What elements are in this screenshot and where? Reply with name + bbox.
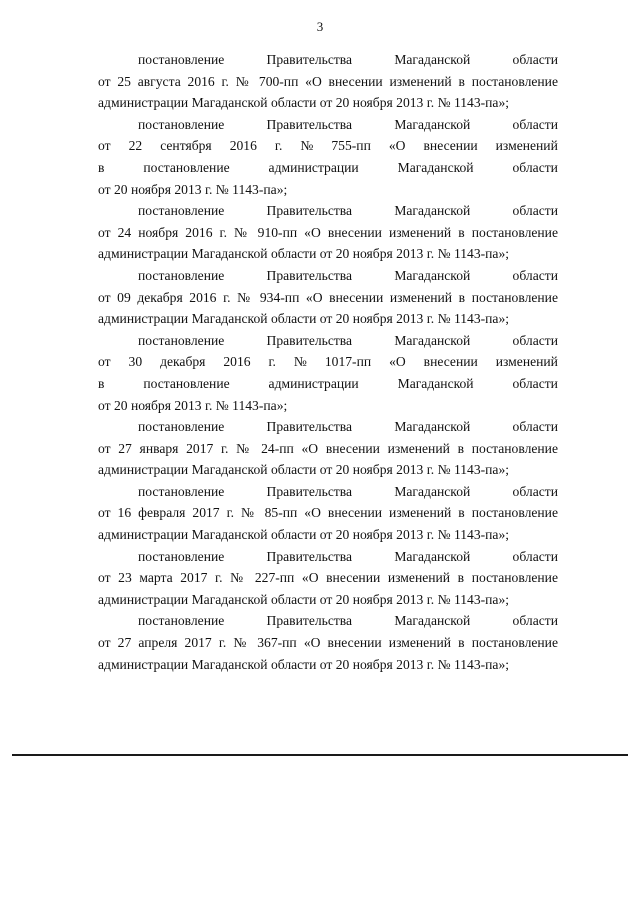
text-segment: Правительства [266, 203, 353, 219]
text-segment: Правительства [266, 52, 353, 67]
text-segment: Магаданской [394, 267, 471, 283]
text-line [98, 71, 558, 93]
text-segment: области [512, 613, 558, 629]
text-segment: Магаданской [394, 116, 471, 132]
text-segment: «О [388, 138, 406, 154]
text-segment: в [98, 159, 105, 175]
text-line [98, 416, 558, 438]
text-segment: постановление [138, 332, 225, 348]
list-item [98, 546, 558, 611]
text-segment: 2016 [229, 138, 257, 154]
list-item [98, 610, 558, 675]
text-segment: постановление [138, 613, 225, 629]
list-item [98, 49, 558, 114]
text-segment: Магаданской [397, 375, 474, 391]
text-segment: Правительства [266, 267, 353, 283]
text-line [98, 654, 558, 676]
list-item [98, 330, 558, 416]
text-segment: от 20 ноября 2013 г. № 1143-па»; [98, 181, 288, 197]
text-segment: Правительства [266, 483, 353, 499]
text-segment: от 27 января 2017 г. № 24-пп «О внесении изменений в постановление [98, 440, 558, 456]
text-segment: изменений [495, 354, 558, 370]
text-segment: Магаданской [397, 159, 474, 175]
text-segment: «О [389, 354, 406, 370]
text-segment: Магаданской [394, 613, 471, 629]
text-segment: Правительства [266, 116, 353, 132]
text-line [98, 157, 558, 179]
text-segment: 1017-пп [324, 354, 372, 370]
text-line [98, 92, 558, 114]
text-line [98, 589, 558, 611]
text-segment: постановление [143, 375, 230, 391]
text-segment: Правительства [266, 419, 353, 435]
text-segment: администрации Магаданской области от 20 ноября 2013 г. № 1143-па»; [98, 527, 510, 543]
text-segment: № [300, 138, 314, 154]
text-segment: области [512, 419, 558, 435]
text-segment: от 23 марта 2017 г. № 227-пп «О внесении изменений в постановление [98, 570, 558, 586]
text-line [98, 546, 558, 568]
text-line [98, 308, 558, 330]
list-item [98, 200, 558, 265]
text-segment: 2016 [223, 354, 251, 370]
text-segment: администрации Магаданской области от 20 ноября 2013 г. № 1143-па»; [98, 591, 510, 607]
text-line [98, 373, 558, 395]
text-segment: Магаданской [394, 52, 471, 67]
text-segment: от [98, 354, 111, 370]
text-line [98, 200, 558, 222]
text-segment: области [512, 548, 558, 564]
text-line [98, 222, 558, 244]
text-segment: внесении [423, 354, 478, 370]
text-segment: Магаданской [394, 419, 471, 435]
text-segment: постановление [138, 419, 225, 435]
text-segment: 30 [128, 354, 143, 370]
text-segment: постановление [138, 548, 225, 564]
text-segment: администрации Магаданской области от 20 ноября 2013 г. № 1143-па»; [98, 656, 510, 672]
text-segment: Магаданской [394, 548, 471, 564]
text-segment: постановление [138, 267, 225, 283]
text-line [98, 243, 558, 265]
text-line [98, 114, 558, 136]
text-segment: Магаданской [394, 332, 471, 348]
text-segment: изменений [495, 138, 558, 154]
text-line [98, 287, 558, 309]
text-line [98, 135, 558, 157]
text-segment: области [512, 52, 558, 67]
text-segment: постановление [138, 203, 225, 219]
text-segment: администрации [268, 159, 359, 175]
text-segment: г. [268, 354, 276, 370]
text-segment: Правительства [266, 613, 353, 629]
text-line [98, 330, 558, 352]
text-segment: администрации Магаданской области от 20 ноября 2013 г. № 1143-па»; [98, 95, 510, 111]
list-item [98, 481, 558, 546]
text-line [98, 265, 558, 287]
text-segment: Магаданской [394, 483, 471, 499]
text-line [98, 632, 558, 654]
text-segment: области [512, 267, 558, 283]
footer-rule [12, 754, 628, 756]
text-segment: постановление [138, 483, 225, 499]
text-segment: от 16 февраля 2017 г. № 85-пп «О внесении изменений в постановление [98, 505, 558, 521]
text-segment: администрации Магаданской области от 20 ноября 2013 г. № 1143-па»; [98, 246, 510, 262]
text-segment: от 20 ноября 2013 г. № 1143-па»; [98, 397, 288, 413]
text-segment: от 25 августа 2016 г. № 700-пп «О внесении изменений в постановление [98, 73, 558, 89]
text-segment: администрации Магаданской области от 20 ноября 2013 г. № 1143-па»; [98, 462, 510, 478]
text-segment: администрации Магаданской области от 20 ноября 2013 г. № 1143-па»; [98, 311, 510, 327]
text-line [98, 481, 558, 503]
list-item [98, 416, 558, 481]
text-segment: области [512, 332, 558, 348]
text-line [98, 49, 558, 71]
text-line [98, 567, 558, 589]
text-line [98, 610, 558, 632]
text-segment: от 09 декабря 2016 г. № 934-пп «О внесении изменений в постановление [98, 289, 558, 305]
text-line [98, 459, 558, 481]
text-segment: декабря [160, 354, 206, 370]
text-segment: 22 [128, 138, 143, 154]
list-item [98, 265, 558, 330]
text-segment: области [512, 116, 558, 132]
text-segment: Правительства [266, 332, 353, 348]
text-line [98, 351, 558, 373]
text-line [98, 438, 558, 460]
text-segment: 755-пп [331, 138, 371, 154]
text-segment: Магаданской [394, 203, 471, 219]
text-segment: Правительства [266, 548, 353, 564]
text-line [98, 502, 558, 524]
text-segment: области [512, 203, 558, 219]
text-segment: № [293, 354, 307, 370]
text-line [98, 179, 558, 201]
text-segment: г. [274, 138, 283, 154]
list-item [98, 114, 558, 200]
text-line [98, 524, 558, 546]
text-segment: постановление [138, 116, 225, 132]
text-segment: администрации [268, 375, 359, 391]
text-segment: от 27 апреля 2017 г. № 367-пп «О внесении изменений в постановление [98, 635, 558, 651]
text-segment: постановление [143, 159, 230, 175]
text-segment: постановление [138, 52, 225, 67]
text-segment: области [512, 483, 558, 499]
text-segment: области [512, 375, 558, 391]
text-line [98, 395, 558, 417]
page-number: 3 [316, 19, 324, 34]
text-segment: внесении [423, 138, 478, 154]
document-body [98, 49, 558, 675]
text-segment: сентября [160, 138, 212, 154]
text-segment: от 24 ноября 2016 г. № 910-пп «О внесении изменений в постановление [98, 224, 558, 240]
text-segment: области [512, 159, 558, 175]
text-segment: в [98, 375, 105, 391]
text-segment: от [98, 138, 111, 154]
